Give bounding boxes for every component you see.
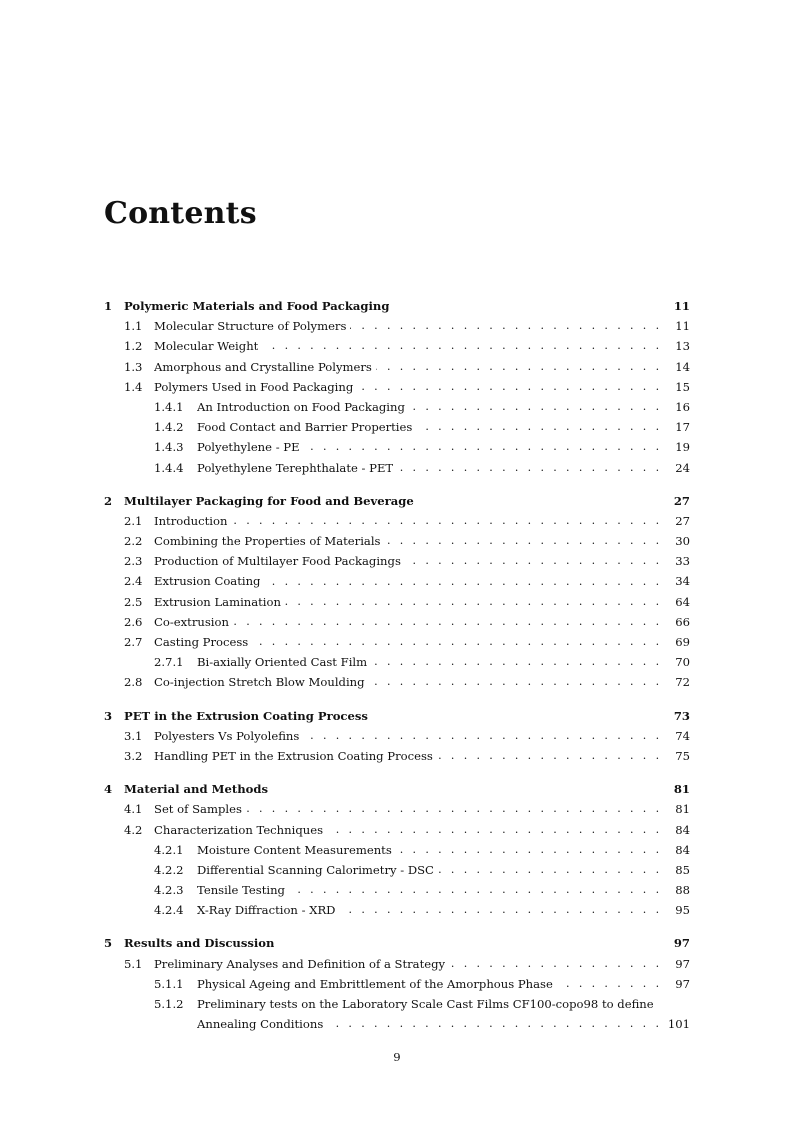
subsection-number: 1.4.3: [154, 440, 184, 455]
section-page-number: 97: [675, 956, 690, 971]
section-title: Extrusion Lamination: [154, 594, 281, 609]
dot-leader: [252, 636, 662, 648]
subsection-number: 4.2.1: [154, 842, 184, 857]
toc-subsection-entry[interactable]: [104, 652, 690, 672]
dot-leader: [396, 844, 662, 856]
dot-leader: [264, 576, 662, 588]
toc-chapter-entry[interactable]: [104, 296, 690, 316]
toc-subsection-entry[interactable]: [104, 417, 690, 437]
chapter-page-number: 81: [673, 782, 690, 797]
dot-leader: [397, 462, 662, 474]
dot-leader: [409, 401, 662, 413]
subsection-page-number: 19: [675, 440, 690, 455]
chapter-number: 1: [104, 299, 113, 313]
section-title: Introduction: [154, 513, 228, 528]
toc-subsection-entry[interactable]: [104, 840, 690, 860]
subsection-page-number: 95: [675, 903, 690, 918]
subsection-page-number: 24: [675, 460, 690, 475]
section-page-number: 74: [675, 728, 690, 743]
subsection-page-number: 88: [675, 883, 690, 898]
section-page-number: 72: [675, 675, 690, 690]
toc-chapter-entry[interactable]: [104, 706, 690, 726]
chapter-page-number: 73: [673, 708, 690, 723]
section-page-number: 66: [675, 614, 690, 629]
chapter-title: Polymeric Materials and Food Packaging: [124, 299, 390, 313]
section-title: Polyesters Vs Polyolefins: [154, 728, 300, 743]
subsection-page-number: 97: [675, 976, 690, 991]
dot-leader: [369, 676, 662, 688]
section-title: Set of Samples: [154, 802, 242, 817]
subsection-title: Polyethylene - PE: [197, 440, 300, 455]
toc-subsection-entry[interactable]: [104, 994, 690, 1014]
chapter-number: 3: [104, 708, 113, 723]
subsection-page-number: 70: [675, 655, 690, 670]
dot-leader: [246, 803, 662, 815]
dot-leader: [233, 616, 662, 628]
section-title: Molecular Structure of Polymers: [154, 319, 347, 334]
subsection-title: Polyethylene Terephthalate - PET: [197, 460, 394, 475]
section-title: Production of Multilayer Food Packagings: [154, 554, 401, 569]
page-number: 9: [393, 1050, 401, 1064]
chapter-number: 2: [104, 493, 113, 508]
toc-section-entry[interactable]: [104, 632, 690, 652]
toc-section-entry[interactable]: [104, 746, 690, 766]
dot-leader: [327, 824, 662, 836]
subsection-page-number: 16: [675, 399, 690, 414]
section-number: 2.3: [124, 554, 143, 569]
toc-subsection-entry[interactable]: [104, 437, 690, 457]
section-number: 4.2: [124, 822, 143, 837]
chapter-number: 5: [104, 936, 113, 951]
dot-leader: [339, 904, 662, 916]
section-number: 5.1: [124, 956, 143, 971]
section-page-number: 64: [675, 594, 690, 609]
section-title: Casting Process: [154, 635, 249, 649]
chapter-title: Multilayer Packaging for Food and Beverage: [124, 493, 414, 508]
subsection-number: 4.2.3: [154, 883, 184, 898]
subsection-title: An Introduction on Food Packaging: [197, 399, 405, 414]
toc-subsection-entry[interactable]: [104, 974, 690, 994]
subsection-title: X-Ray Diffraction - XRD: [197, 903, 336, 918]
section-title: Combining the Properties of Materials: [154, 534, 381, 549]
toc-section-entry[interactable]: [104, 551, 690, 571]
chapter-title: Material and Methods: [124, 782, 268, 797]
dot-leader: [438, 864, 662, 876]
section-page-number: 30: [675, 534, 690, 549]
section-number: 3.2: [124, 748, 143, 763]
chapter-page-number: 97: [673, 936, 690, 951]
section-number: 2.1: [124, 513, 143, 528]
subsection-title: Bi-axially Oriented Cast Film: [197, 655, 368, 670]
toc-section-entry[interactable]: [104, 726, 690, 746]
section-page-number: 84: [675, 822, 690, 837]
section-number: 2.4: [124, 574, 143, 589]
section-number: 2.7: [124, 635, 143, 649]
section-number: 2.8: [124, 675, 143, 690]
toc-section-entry[interactable]: [104, 612, 690, 632]
dot-leader: [437, 750, 662, 762]
toc-section-entry[interactable]: [104, 336, 690, 356]
subsection-page-number: 17: [675, 420, 690, 435]
toc-subsection-entry[interactable]: [104, 880, 690, 900]
dot-leader: [357, 381, 662, 393]
section-title: Preliminary Analyses and Definition of a Strategy: [154, 956, 446, 971]
section-number: 2.2: [124, 534, 143, 549]
section-page-number: 11: [675, 319, 690, 334]
section-page-number: 81: [675, 802, 690, 817]
dot-leader: [385, 535, 663, 547]
subsection-page-number: 101: [667, 1017, 690, 1032]
table-of-contents: [104, 296, 690, 1034]
subsection-number: 2.7.1: [154, 655, 184, 670]
section-title: Molecular Weight: [154, 339, 259, 354]
dot-leader: [327, 1018, 662, 1030]
section-title: Amorphous and Crystalline Polymers: [154, 359, 372, 374]
subsection-title: Food Contact and Barrier Properties: [197, 420, 413, 435]
section-page-number: 34: [675, 574, 690, 589]
chapter-number: 4: [104, 782, 113, 797]
page-title: Contents: [104, 196, 257, 231]
chapter-page-number: 11: [673, 299, 690, 313]
subsection-title: Tensile Testing: [197, 883, 285, 898]
toc-subsection-entry[interactable]: [104, 900, 690, 920]
subsection-title-line1: Preliminary tests on the Laboratory Scale Cast Films CF100-copo98 to define: [197, 997, 654, 1011]
toc-section-entry[interactable]: [104, 820, 690, 840]
section-page-number: 15: [675, 379, 690, 394]
section-title: Co-injection Stretch Blow Moulding: [154, 675, 365, 690]
toc-subsection-entry[interactable]: [104, 860, 690, 880]
dot-leader: [262, 340, 662, 352]
section-number: 3.1: [124, 728, 143, 743]
section-number: 1.2: [124, 339, 143, 354]
subsection-number: 1.4.1: [154, 399, 184, 414]
subsection-number: 1.4.4: [154, 460, 184, 475]
toc-chapter-entry[interactable]: [104, 779, 690, 799]
dot-leader: [557, 978, 662, 990]
dot-leader: [285, 596, 662, 608]
toc-chapter-entry[interactable]: [104, 933, 690, 953]
toc-section-entry[interactable]: [104, 511, 690, 531]
dot-leader: [350, 320, 662, 332]
section-page-number: 75: [675, 748, 690, 763]
section-number: 2.6: [124, 614, 143, 629]
subsection-number: 1.4.2: [154, 420, 184, 435]
dot-leader: [304, 441, 662, 453]
subsection-title: Moisture Content Measurements: [197, 842, 392, 857]
section-page-number: 33: [675, 554, 690, 569]
section-page-number: 13: [675, 339, 690, 354]
section-title: Extrusion Coating: [154, 574, 261, 589]
subsection-number: 4.2.4: [154, 903, 184, 918]
toc-subsection-entry-continued[interactable]: [104, 1014, 690, 1034]
chapter-title: PET in the Extrusion Coating Process: [124, 708, 368, 723]
toc-section-entry[interactable]: [104, 377, 690, 397]
toc-section-entry[interactable]: [104, 316, 690, 336]
section-title: Handling PET in the Extrusion Coating Process: [154, 748, 433, 763]
chapter-title: Results and Discussion: [124, 936, 275, 951]
toc-section-entry[interactable]: [104, 531, 690, 551]
dot-leader: [416, 421, 662, 433]
section-number: 2.5: [124, 594, 143, 609]
subsection-page-number: 84: [675, 842, 690, 857]
section-title: Characterization Techniques: [154, 822, 324, 837]
section-number: 4.1: [124, 802, 143, 817]
toc-subsection-entry[interactable]: [104, 397, 690, 417]
subsection-number: 4.2.2: [154, 862, 184, 877]
dot-leader: [376, 361, 662, 373]
toc-section-entry[interactable]: [104, 799, 690, 819]
section-page-number: 69: [675, 635, 690, 649]
dot-leader: [449, 958, 662, 970]
subsection-page-number: 85: [675, 862, 690, 877]
dot-leader: [231, 515, 662, 527]
toc-subsection-entry[interactable]: [104, 458, 690, 478]
dot-leader: [303, 730, 662, 742]
dot-leader: [405, 555, 662, 567]
subsection-title: Physical Ageing and Embrittlement of the Amorphous Phase: [197, 976, 553, 991]
section-title: Co-extrusion: [154, 614, 229, 629]
section-title: Polymers Used in Food Packaging: [154, 379, 354, 394]
dot-leader: [371, 656, 662, 668]
toc-section-entry[interactable]: [104, 571, 690, 591]
toc-section-entry[interactable]: [104, 672, 690, 692]
subsection-title: Differential Scanning Calorimetry - DSC: [197, 862, 434, 877]
section-page-number: 14: [675, 359, 690, 374]
chapter-page-number: 27: [673, 493, 690, 508]
toc-section-entry[interactable]: [104, 357, 690, 377]
dot-leader: [289, 884, 662, 896]
section-number: 1.4: [124, 379, 143, 394]
subsection-number: 5.1.1: [154, 976, 184, 991]
toc-section-entry[interactable]: [104, 592, 690, 612]
subsection-title-line2: Annealing Conditions: [197, 1017, 324, 1032]
subsection-number: 5.1.2: [154, 997, 184, 1011]
section-number: 1.3: [124, 359, 143, 374]
section-page-number: 27: [675, 513, 690, 528]
toc-chapter-entry[interactable]: [104, 491, 690, 511]
section-number: 1.1: [124, 319, 143, 334]
toc-section-entry[interactable]: [104, 954, 690, 974]
